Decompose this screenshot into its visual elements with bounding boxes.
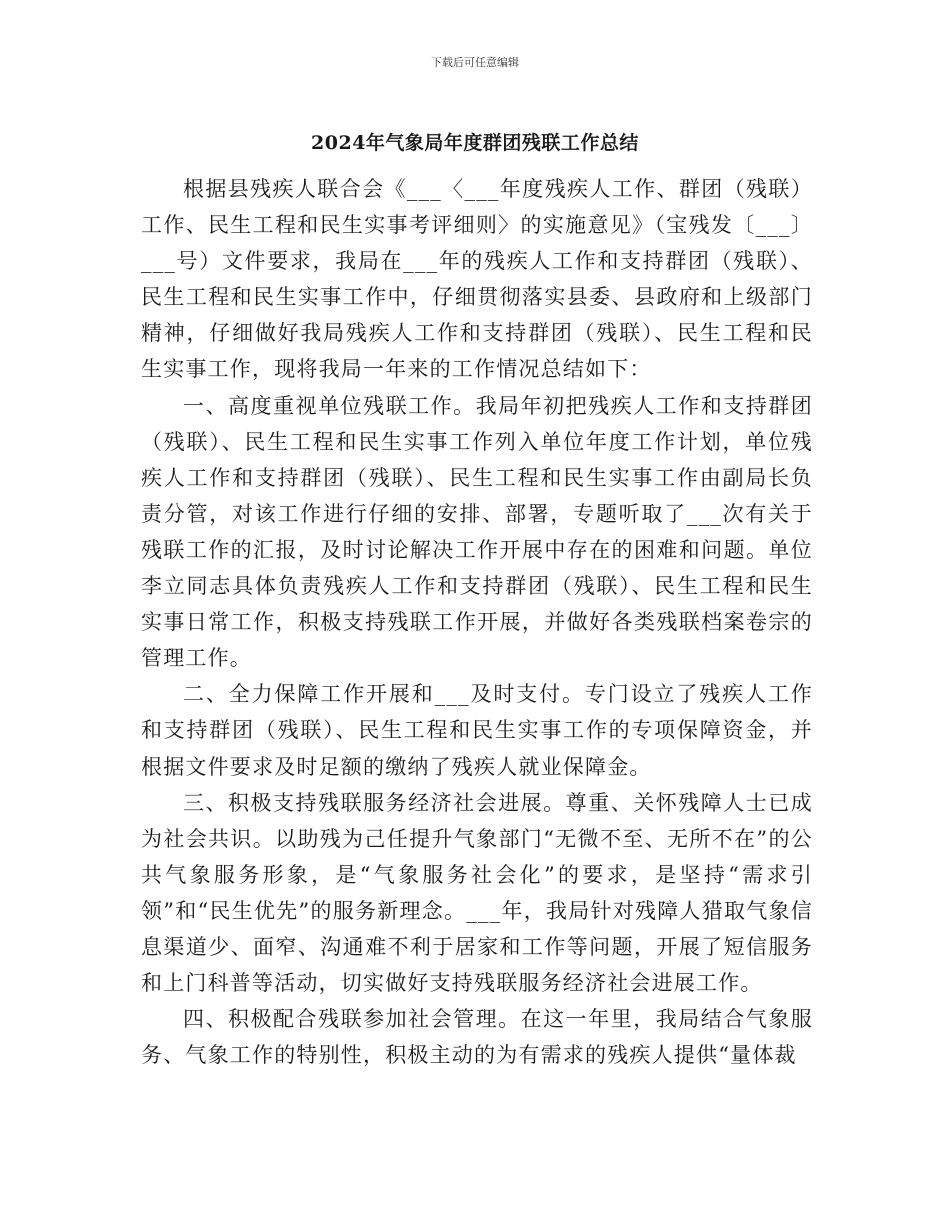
paragraph-section-3: 三、积极支持残联服务经济社会进展。尊重、关怀残障人士已成为社会共识。以助残为己任提升气象部门“无微不至、无所不在”的公共气象服务形象，是“气象服务社会化”的要求，是坚持“需求引领”和“民生优先”的服务新理念。___年，我局针对残障人猎取气象信息渠道少、面窄、沟通难不利于居家和工作等问题，开展了短信服务和上门科普等活动，切实做好支持残联服务经济社会进展工作。 <box>141 790 813 996</box>
paragraph-intro: 根据县残疾人联合会《___〈___年度残疾人工作、群团（残联）工作、民生工程和民生实事考评细则〉的实施意见》（宝残发〔___〕___号）文件要求，我局在___年的残疾人工作和支持群团（残联）、民生工程和民生实事工作中，仔细贯彻落实县委、县政府和上级部门精神，仔细做好我局残疾人工作和支持群团（残联）、民生工程和民生实事工作，现将我局一年来的工作情况总结如下： <box>141 177 813 382</box>
paragraph-section-1: 一、高度重视单位残联工作。我局年初把残疾人工作和支持群团（残联）、民生工程和民生实事工作列入单位年度工作计划，单位残疾人工作和支持群团（残联）、民生工程和民生实事工作由副局长负责分管，对该工作进行仔细的安排、部署，专题听取了___次有关于残联工作的汇报，及时讨论解决工作开展中存在的困难和问题。单位李立同志具体负责残疾人工作和支持群团（残联）、民生工程和民生实事日常工作，积极支持残联工作开展，并做好各类残联档案卷宗的管理工作。 <box>141 393 813 671</box>
document-body <box>141 171 813 1073</box>
document-title: 2024年气象局年度群团残联工作总结 <box>311 132 639 154</box>
paragraph-section-4: 四、积极配合残联参加社会管理。在这一年里，我局结合气象服务、气象工作的特别性，积极主动的为有需求的残疾人提供“量体裁 <box>141 1007 813 1068</box>
paragraph-section-2: 二、全力保障工作开展和___及时支付。专门设立了残疾人工作和支持群团（残联）、民生工程和民生实事工作的专项保障资金，并根据文件要求及时足额的缴纳了残疾人就业保障金。 <box>141 682 813 779</box>
header-note: 下载后可任意编辑 <box>431 56 519 69</box>
